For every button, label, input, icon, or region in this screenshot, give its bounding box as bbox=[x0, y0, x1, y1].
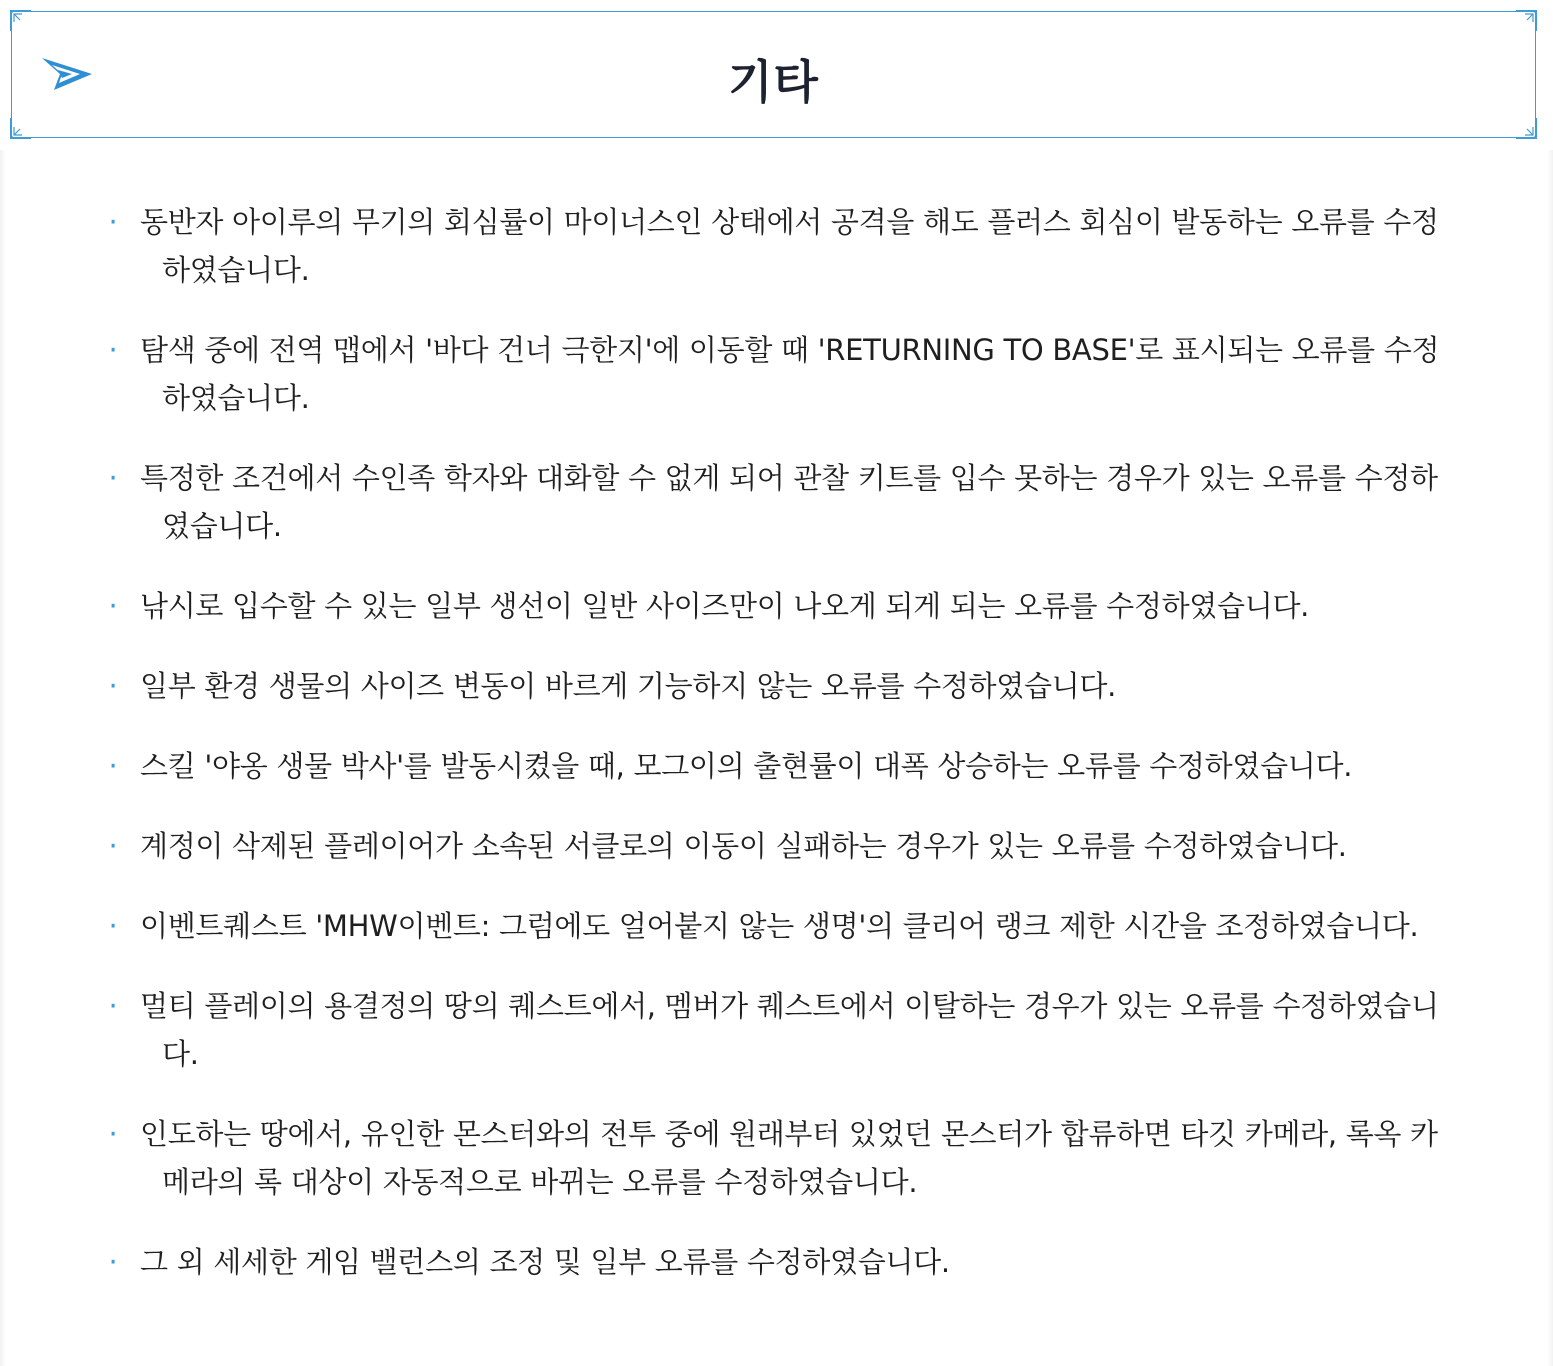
bullet-dot: · bbox=[108, 205, 118, 239]
list-item bbox=[108, 822, 1453, 870]
bullet-dot: · bbox=[108, 461, 118, 495]
bullet-dot: · bbox=[108, 1117, 118, 1151]
bullet-dot: · bbox=[108, 749, 118, 783]
corner-ornament-icon bbox=[10, 117, 32, 139]
bullet-dot: · bbox=[108, 669, 118, 703]
list-item bbox=[108, 582, 1453, 630]
bullet-dot: · bbox=[108, 989, 118, 1023]
note-text: 멀티 플레이의 용결정의 땅의 퀘스트에서, 멤버가 퀘스트에서 이탈하는 경우가 있는 오류를 수정하였습니다. bbox=[140, 989, 1439, 1071]
section-header bbox=[11, 11, 1536, 138]
bullet-dot: · bbox=[108, 1245, 118, 1279]
bullet-dot: · bbox=[108, 589, 118, 623]
bullet-dot: · bbox=[108, 829, 118, 863]
note-text: 인도하는 땅에서, 유인한 몬스터와의 전투 중에 원래부터 있었던 몬스터가 합류하면 타깃 카메라, 록옥 카메라의 록 대상이 자동적으로 바뀌는 오류를 수정하였습니다. bbox=[140, 1117, 1438, 1199]
list-item bbox=[108, 902, 1453, 950]
note-text: 탐색 중에 전역 맵에서 '바다 건너 극한지'에 이동할 때 'RETURNING TO BASE'로 표시되는 오류를 수정하였습니다. bbox=[140, 333, 1440, 415]
page-title: 기타 bbox=[728, 55, 819, 109]
note-text: 계정이 삭제된 플레이어가 소속된 서클로의 이동이 실패하는 경우가 있는 오류를 수정하였습니다. bbox=[140, 829, 1347, 863]
list-item bbox=[108, 326, 1453, 422]
note-text: 특정한 조건에서 수인족 학자와 대화할 수 없게 되어 관찰 키트를 입수 못하는 경우가 있는 오류를 수정하였습니다. bbox=[140, 461, 1438, 543]
patch-notes-list bbox=[108, 198, 1453, 1318]
bullet-dot: · bbox=[108, 333, 118, 367]
page-edge-shadow-right bbox=[1547, 150, 1553, 1366]
list-item bbox=[108, 662, 1453, 710]
note-text: 낚시로 입수할 수 있는 일부 생선이 일반 사이즈만이 나오게 되게 되는 오류를 수정하였습니다. bbox=[140, 589, 1310, 623]
corner-ornament-icon bbox=[10, 10, 32, 32]
note-text: 동반자 아이루의 무기의 회심률이 마이너스인 상태에서 공격을 해도 플러스 회심이 발동하는 오류를 수정하였습니다. bbox=[140, 205, 1439, 287]
note-text: 스킬 '야옹 생물 박사'를 발동시켰을 때, 모그이의 출현률이 대폭 상승하는 오류를 수정하였습니다. bbox=[140, 749, 1353, 783]
corner-ornament-icon bbox=[1515, 10, 1537, 32]
list-item bbox=[108, 982, 1453, 1078]
note-text: 이벤트퀘스트 'MHW이벤트: 그럼에도 얼어붙지 않는 생명'의 클리어 랭크 제한 시간을 조정하였습니다. bbox=[140, 909, 1419, 943]
page-edge-shadow-left bbox=[0, 150, 6, 1366]
note-text: 일부 환경 생물의 사이즈 변동이 바르게 기능하지 않는 오류를 수정하였습니다. bbox=[140, 669, 1117, 703]
corner-ornament-icon bbox=[1515, 117, 1537, 139]
list-item bbox=[108, 454, 1453, 550]
list-item bbox=[108, 1110, 1453, 1206]
list-item bbox=[108, 198, 1453, 294]
bullet-dot: · bbox=[108, 909, 118, 943]
list-item bbox=[108, 1238, 1453, 1286]
note-text: 그 외 세세한 게임 밸런스의 조정 및 일부 오류를 수정하였습니다. bbox=[140, 1245, 950, 1279]
list-item bbox=[108, 742, 1453, 790]
